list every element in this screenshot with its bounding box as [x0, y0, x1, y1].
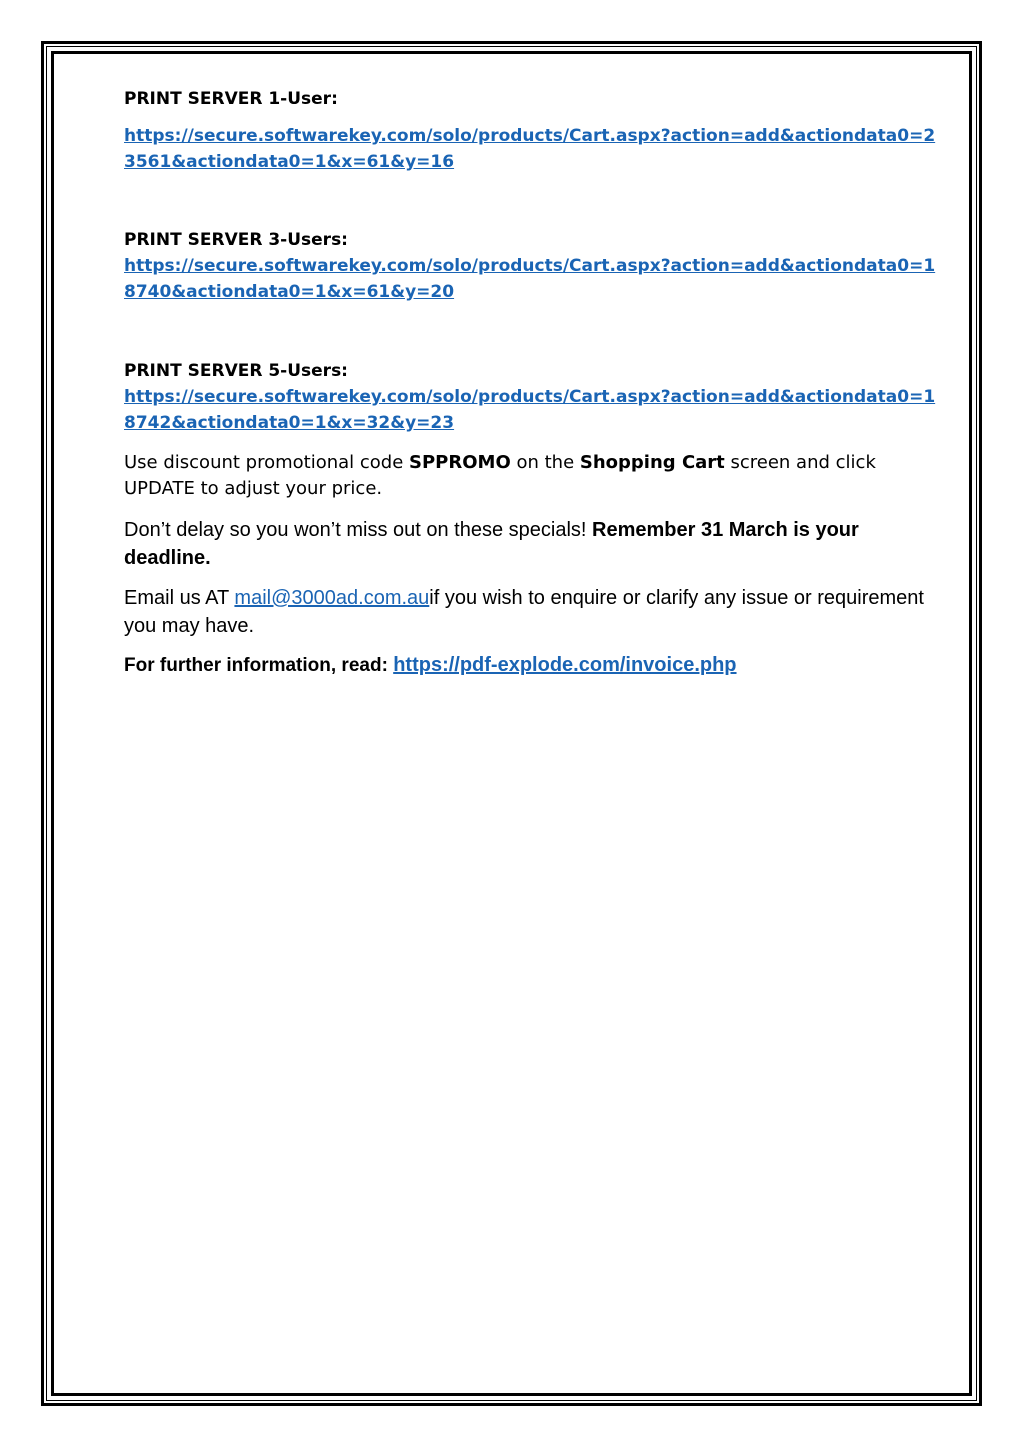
email-link[interactable]: mail@3000ad.com.au [234, 587, 430, 609]
discount-suffix: screen and click UPDATE to adjust your price. [124, 452, 876, 499]
deadline-bold: Remember 31 March is your deadline. [124, 519, 859, 569]
discount-prefix: Use discount promotional code [124, 452, 410, 473]
further-info-link[interactable]: https://pdf-explode.com/invoice.php [393, 654, 737, 676]
print-server-1-heading: PRINT SERVER 1-User: [124, 89, 338, 109]
further-info-label: For further information, read: [124, 655, 394, 676]
further-info-paragraph [124, 652, 944, 679]
print-server-3-link[interactable]: https://secure.softwarekey.com/solo/products/Cart.aspx?action=add&actiondata0=18740&actiondata0=1&x=61&y=20 [124, 256, 936, 302]
print-server-3-heading: PRINT SERVER 3-Users: [124, 230, 348, 250]
page-content [124, 86, 944, 679]
print-server-5-link[interactable]: https://secure.softwarekey.com/solo/products/Cart.aspx?action=add&actiondata0=18742&actiondata0=1&x=32&y=23 [124, 387, 936, 433]
email-suffix: if you wish to enquire or clarify any issue or requirement you may have. [124, 587, 924, 637]
print-server-5-heading: PRINT SERVER 5-Users: [124, 361, 348, 381]
deadline-text: Don’t delay so you won’t miss out on these specials! [124, 519, 593, 541]
email-paragraph [124, 584, 944, 640]
shopping-cart-label: Shopping Cart [579, 452, 725, 473]
promo-code: SPPROMO [409, 452, 511, 473]
discount-paragraph [124, 450, 944, 502]
print-server-1-link[interactable]: https://secure.softwarekey.com/solo/products/Cart.aspx?action=add&actiondata0=23561&actiondata0=1&x=61&y=16 [124, 126, 936, 172]
discount-middle: on the [510, 452, 580, 473]
deadline-paragraph [124, 516, 944, 572]
email-prefix: Email us AT [124, 587, 235, 609]
